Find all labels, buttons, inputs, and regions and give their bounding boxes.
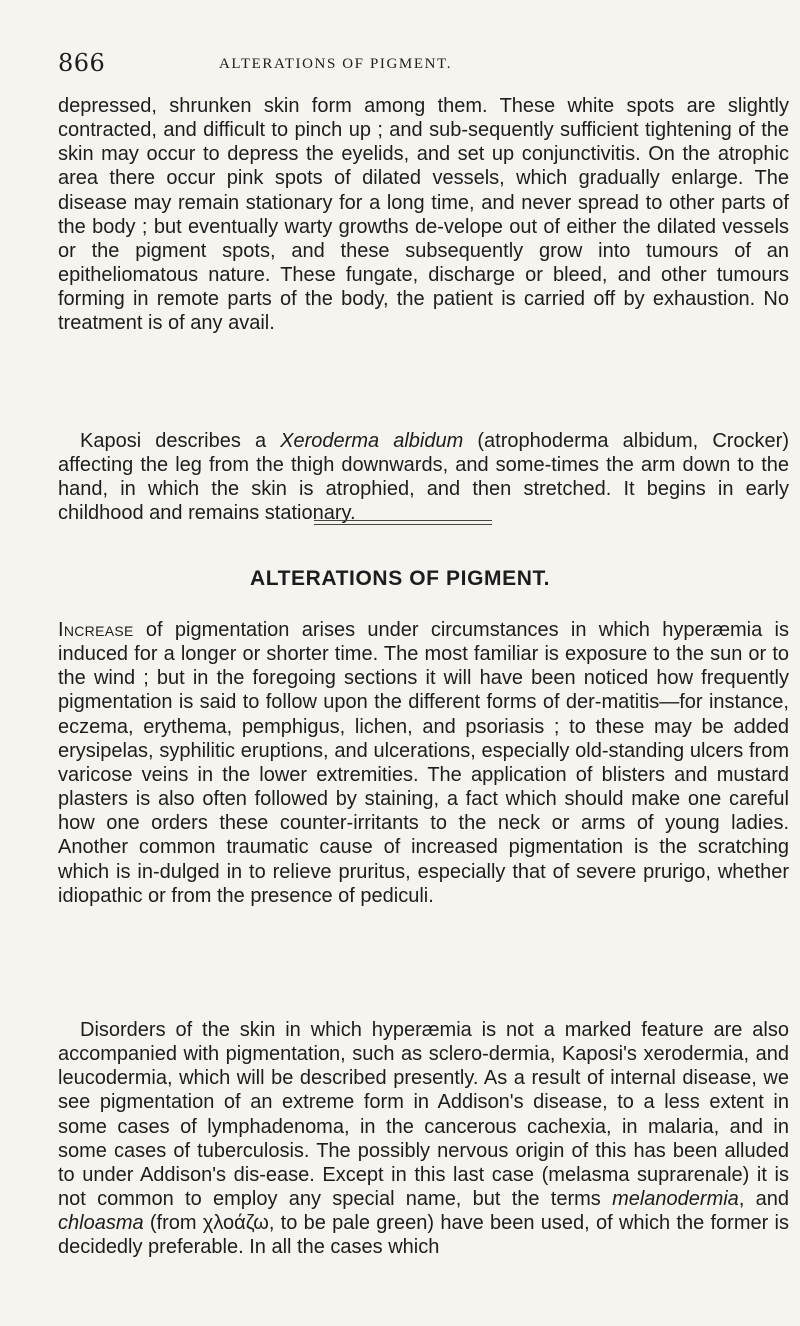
paragraph-3-text: of pigmentation arises under circumstances in which hyperæmia is induced for a longer or shorter time. The most familiar is exposure to the sun or to the wind ; but in the foregoing sections it will have been noticed how frequently pigmentation is said to follow upon the different forms of der-matitis—for instance, eczema, erythema, pemphigus, lichen, and psoriasis ; to these may be added erysipelas, syphilitic eruptions, and ulcerations, especially old-standing ulcers from varicose veins in the lower extremities. The application of blisters and mustard plasters is also often followed by staining, a fact which should make one careful how one orders these counter-irritants to the neck or arms of young ladies. Another common traumatic cause of increased pigmentation is the scratching which is in-dulged in to relieve pruritus, especially that of severe prurigo, whether idiopathic or from the presence of pediculi. [58,619,789,907]
paragraph-2 [58,429,789,526]
paragraph-3-lead: Increase [58,619,134,641]
section-title: ALTERATIONS OF PIGMENT. [249,567,551,590]
paragraph-3 [58,618,789,908]
section-divider-bottom [314,524,492,525]
paragraph-1 [58,94,789,336]
paragraph-4-text-2: , and [738,1188,790,1211]
paragraph-4-italic-2: chloasma [58,1212,144,1235]
paragraph-2-italic-term: Xeroderma albidum [280,430,464,452]
paragraph-4-text-1: Disorders of the skin in which hyperæmia is not a marked feature are also accompanied with pigmentation, such as sclero-dermia, Kaposi's xerodermia, and leucodermia, which will be described presently. As a result of internal disease, we see pigmentation of an extreme form in Addison's disease, to a less extent in some cases of lymphadenoma, in the cancerous cachexia, in malaria, and in some cases of tuberculosis. The possibly nervous origin of this has been alluded to under Addison's dis-ease. Except in this last case (melasma suprarenale) it is not common to employ any special name, but the terms [58,1019,789,1211]
page-number: 866 [58,49,106,77]
paragraph-4-italic-1: melanodermia [612,1188,739,1211]
running-head: ALTERATIONS OF PIGMENT. [219,56,453,72]
paragraph-2-after-italic: (atrophoderma albidum, Crocker) affecting the leg from the thigh downwards, and some-times the arm down to the hand, in which the skin is atrophied, and then stretched. It begins in early childhood and remains stationary. [58,430,789,525]
section-divider-top [314,520,492,521]
page-header [58,45,758,83]
paragraph-4-text-3: (from χλοάζω, to be pale green) have been used, of which the former is decidedly preferable. In all the cases which [58,1212,789,1259]
paragraph-4 [58,1018,789,1260]
paragraph-2-before-italic: Kaposi describes a [80,430,281,452]
paragraph-1-text: depressed, shrunken skin form among them. These white spots are slightly contracted, and difficult to pinch up ; and sub-sequently sufficient tightening of the skin may occur to depress the eyelids, and set up conjunctivitis. On the atrophic area there occur pink spots of dilated vessels, which gradually enlarge. The disease may remain stationary for a long time, and never spread to other parts of the body ; but eventually warty growths de-velope out of either the dilated vessels or the pigment spots, and these subsequently grow into tumours of an epitheliomatous nature. These fungate, discharge or bleed, and other tumours forming in remote parts of the body, the patient is carried off by exhaustion. No treatment is of any avail. [58,95,789,335]
